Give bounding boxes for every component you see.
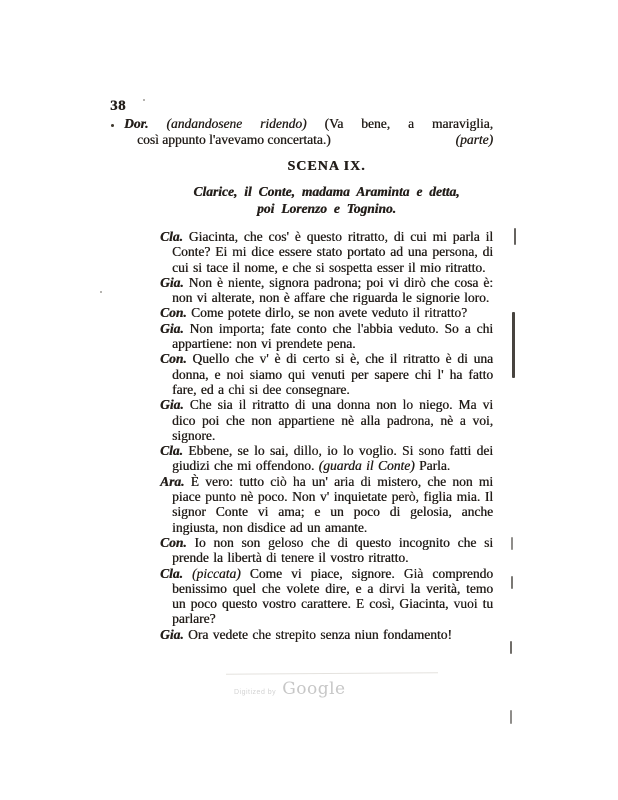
page-number: 38 <box>110 98 126 114</box>
ink-speck <box>111 124 114 127</box>
speech <box>160 229 493 275</box>
speaker-label: Con. <box>160 534 187 550</box>
speaker-label: Cla. <box>160 565 183 581</box>
speech-text: così appunto l'avevamo concertata.) <box>137 131 331 147</box>
watermark-prefix: Digitized by <box>234 689 277 696</box>
speaker-label: Cla. <box>160 229 183 244</box>
speech-list <box>160 229 493 642</box>
speech <box>160 305 493 320</box>
speech <box>160 397 493 443</box>
speech-text: Ebbene, se lo sai, dillo, io lo voglio. Si sono fatti dei giudizi che mi offendono. <box>172 443 493 474</box>
speaker-label: Con. <box>160 351 187 367</box>
stage-direction: (piccata) <box>191 565 241 581</box>
previous-scene-tail <box>124 116 493 147</box>
speech-text: Che sia il ritratto di una donna non lo niego. Ma vi dico poi che non appartiene nè alla padrona, nè a voi, signore. <box>172 397 493 443</box>
google-logo: Google <box>282 679 346 699</box>
speaker-label: Gia. <box>160 274 184 290</box>
speech <box>160 627 493 642</box>
page-edge-mark <box>511 576 513 589</box>
stage-direction: (andandosene ridendo) <box>166 116 307 131</box>
page-edge-mark <box>511 537 513 550</box>
scene-character-list <box>150 184 503 217</box>
speech-text: Non importa; fate conto che l'abbia veduto. So a chi appartiene: non vi prendete pena. <box>172 320 493 352</box>
speech-text: Quello che v' è di certo si è, che il ritratto è di una donna, e noi siamo qui venuti per sapere chi l' ha fatto fare, ed a chi si dee consegnare. <box>172 351 493 397</box>
character-list-line: Clarice, il Conte, madama Araminta e detta, <box>193 184 460 199</box>
speech <box>160 474 493 535</box>
speech <box>160 351 493 397</box>
speech <box>160 443 493 474</box>
page-edge-mark <box>514 228 516 245</box>
speech <box>160 321 493 352</box>
dor-speech-line1 <box>124 116 493 132</box>
speech-text: Giacinta, che cos' è questo ritratto, di cui mi parla il Conte? Ei mi dice essere stato portato ad una persona, di cui si tace il nome, e che si sospetta esser il mio ritratto. <box>172 229 493 275</box>
ink-speck <box>143 99 145 101</box>
speech-text: Ora vedete che strepito senza niun fondamento! <box>188 626 452 642</box>
page-edge-mark <box>510 641 512 654</box>
speech-text: Parla. <box>414 458 451 474</box>
speaker-label: Con. <box>160 305 187 321</box>
speech-text: Come potete dirlo, se non avete veduto il ritratto? <box>191 305 468 321</box>
speech <box>160 275 493 306</box>
page-edge-mark <box>512 312 515 378</box>
speech-text: (Va bene, a maraviglia, <box>324 116 493 131</box>
speech-text: È vero: tutto ciò ha un' aria di mistero, che non mi piace punto nè poco. Non v' inquietate però, figlia mia. Il signor Conte vi ama; e un poco di gelosia, anche ingiusta, non disdice ad un amante. <box>172 473 494 535</box>
speaker-label: Cla. <box>160 443 183 459</box>
character-list-line: poi Lorenzo e Tognino. <box>256 200 397 216</box>
speech <box>160 535 493 566</box>
speaker-label: Gia. <box>160 626 184 642</box>
speaker-label: Dor. <box>124 116 149 131</box>
speaker-label: Gia. <box>160 397 184 413</box>
dor-speech-line2 <box>124 132 493 148</box>
stage-direction-parte: (parte) <box>455 131 493 147</box>
scene-heading: SCENA IX. <box>287 159 366 174</box>
speaker-label: Ara. <box>160 473 185 489</box>
scan-shadow-line <box>226 672 438 674</box>
speech-text: Non è niente, signora padrona; poi vi dirò che cosa è: non vi alterate, non è affare che riguarda le signorie loro. <box>172 274 493 306</box>
speech-text: Come vi piace, signore. Già comprendo benissimo quel che volete dire, e a dirvi la verità, temo un poco questo vostro carattere. E così, Giacinta, vuoi tu parlare? <box>172 565 493 627</box>
ink-speck <box>100 291 102 293</box>
stage-direction: (guarda il Conte) <box>318 458 415 474</box>
speech-text: Io non son geloso che di questo incognito che si prende la libertà di tenere il vostro ritratto. <box>172 534 493 566</box>
digitized-watermark <box>234 679 346 699</box>
speech <box>160 566 493 627</box>
page-edge-mark <box>510 710 512 724</box>
speaker-label: Gia. <box>160 320 184 336</box>
